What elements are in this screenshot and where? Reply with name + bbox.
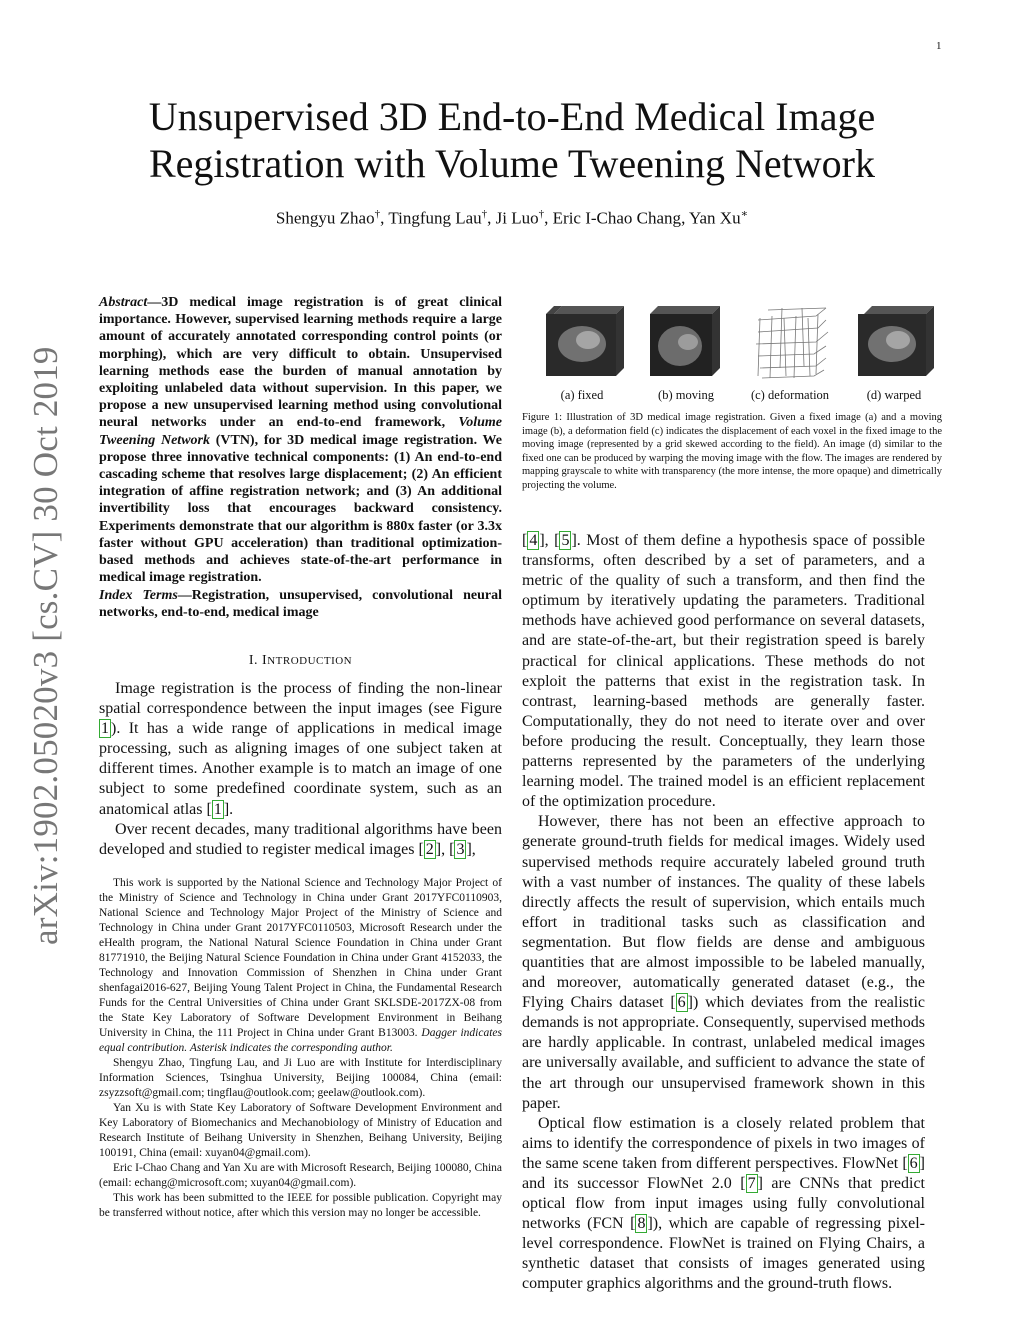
warped-volume-image bbox=[858, 306, 936, 382]
intro-p2-a: Over recent decades, many traditional algorithms have been developed and studied to register medical images [ bbox=[99, 820, 502, 858]
index-terms bbox=[99, 587, 502, 621]
title-line-1: Unsupervised 3D End-to-End Medical Image bbox=[148, 94, 876, 139]
footnote-affiliation-1: Shengyu Zhao, Tingfung Lau, and Ji Luo are with Institute for Interdisciplinary Information Sciences, Tsinghua University, Beijing 100084, China (email: zsyzzsoft@gmail.com; tingflau@outlook.com; geelaw@outlook.com). bbox=[99, 1057, 502, 1099]
dagger-mark: † bbox=[374, 208, 381, 220]
abstract-dash: — bbox=[147, 295, 162, 310]
author-3: Ji Luo bbox=[495, 208, 539, 228]
footnote-affiliation-2: Yan Xu is with State Key Laboratory of Software Development Environment and Key Laboratory of Biomechanics and Mechanobiology of Ministry of Education and Research Institute of Beihang University in Shenzhen, Beihang University, Beijing 100191, China (email: xuyan04@gmail.com). bbox=[99, 1102, 502, 1159]
index-terms-dash: — bbox=[177, 588, 192, 603]
section-heading-introduction bbox=[99, 653, 502, 669]
deformation-grid-image bbox=[754, 306, 832, 382]
abstract bbox=[99, 294, 502, 586]
subcaption-d: (d) warped bbox=[866, 388, 922, 402]
dagger-mark: † bbox=[538, 208, 545, 220]
figure-panel-fixed bbox=[532, 300, 632, 410]
subcaption-c: (c) deformation bbox=[750, 388, 830, 402]
fixed-volume-image bbox=[546, 306, 624, 382]
ref-link-1[interactable]: 1 bbox=[213, 800, 222, 818]
bracket-open: [ bbox=[522, 532, 528, 549]
ref-link-6b[interactable]: 6 bbox=[909, 1154, 918, 1172]
index-terms-text: Registration, unsupervised, convolutional neural networks, end-to-end, medical image bbox=[99, 588, 502, 621]
asterisk-mark: ∗ bbox=[740, 208, 749, 220]
right-p3-a: Optical flow estimation is a closely related problem that aims to identify the correspondence of pixels in two images of the same scene taken from different perspectives. FlowNet [ bbox=[522, 1114, 925, 1172]
intro-p2-b: ], [ bbox=[435, 840, 455, 858]
ref-link-3[interactable]: 3 bbox=[456, 840, 465, 858]
author-separator: , bbox=[681, 208, 689, 228]
footnote-copyright: This work has been submitted to the IEEE for possible publication. Copyright may be transferred without notice, after which this version may no longer be accessible. bbox=[99, 1192, 502, 1219]
ref-link-2[interactable]: 2 bbox=[425, 840, 434, 858]
footnote-funding bbox=[99, 876, 502, 1056]
right-column-text bbox=[522, 531, 925, 1295]
author-2: Tingfung Lau bbox=[388, 208, 482, 228]
ref-link-5[interactable]: 5 bbox=[561, 532, 570, 549]
right-p2-a: However, there has not been an effective approach to generate ground-truth fields for medical images. Widely used supervised methods require accurately labeled ground truth with a vast number of instances. The quality of these labels directly affects the result of supervision, which entails much effort in traditional tasks such as classification and segmentation. But flow fields are dense and ambiguous quantities that are almost impossible to be labeled manually, and moreover, automatically generated dataset (e.g., the Flying Chairs dataset [ bbox=[522, 813, 925, 1012]
section-initial: I bbox=[262, 653, 268, 668]
section-title-rest: NTRODUCTION bbox=[267, 655, 353, 667]
ref-link-7[interactable]: 7 bbox=[747, 1175, 756, 1192]
page-number: 1 bbox=[936, 40, 942, 52]
right-p1-text: ]. Most of them define a hypothesis space of possible transforms, often described by a set of parameters, and a metric of the quality of such a transform, and then find the optimum by iteratively updating the parameters. Traditional methods have achieved good performance on several datasets, and are state-of-the-art, but their registration speed is barely practical for clinical applications. These methods do not exploit the patterns that exist in the registration task. In contrast, learning-based methods are generally faster. Computationally, they do not need to iterate over and over before producing the result. Conceptually, they learn those patterns represented by the parameters of the underlying learning model. The trained model is an efficient replacement of the optimization procedure. bbox=[522, 532, 926, 811]
right-p3-c: ] are CNNs that predict optical flow from input images using fully convolutional networks (FCN [ bbox=[522, 1175, 926, 1233]
ref-link-4[interactable]: 4 bbox=[529, 532, 538, 549]
moving-volume-image bbox=[650, 306, 728, 382]
right-paragraph-2 bbox=[522, 812, 925, 1113]
abstract-vtn-italic: Volume Tweening Network bbox=[99, 415, 502, 448]
arxiv-stamp: arXiv:1902.05020v3 [cs.CV] 30 Oct 2019 bbox=[26, 346, 65, 945]
intro-p1-a: Image registration is the process of finding the non-linear spatial correspondence between the input images (see Figure bbox=[99, 680, 502, 718]
title-line-2: Registration with Volume Tweening Network bbox=[148, 141, 875, 186]
right-paragraph-1 bbox=[522, 531, 925, 812]
right-p3-d: ]), which are capable of regressing pixel-level correspondence. FlowNet is trained on Flying Chairs, a synthetic dataset that consists of images generated using computer graphics algorithms and the ground-truth flows. bbox=[522, 1215, 926, 1293]
author-list bbox=[100, 207, 924, 229]
paper-title bbox=[100, 93, 924, 187]
index-terms-lead: Index Terms bbox=[99, 588, 178, 603]
right-paragraph-3 bbox=[522, 1114, 925, 1295]
footnote-affiliation-3: Eric I-Chao Chang and Yan Xu are with Microsoft Research, Beijing 100080, China (email: echang@microsoft.com; xuyan04@gmail.com). bbox=[99, 1162, 502, 1189]
abstract-text-1: 3D medical image registration is of great clinical importance. However, supervised learning methods require a large amount of accurately annotated corresponding control points (or morphing), which are very difficult to obtain. Unsupervised learning methods ease the burden of manual annotation by exploiting unlabeled data without supervision. In this paper, we propose a new unsupervised learning method using convolutional neural networks under an end-to-end framework, bbox=[99, 295, 502, 431]
dagger-mark: † bbox=[481, 208, 488, 220]
footnote-contribution-note: Dagger indicates equal contribution. Asterisk indicates the corresponding author. bbox=[99, 1027, 503, 1054]
intro-paragraph-2 bbox=[99, 820, 502, 860]
intro-paragraph-1 bbox=[99, 679, 502, 820]
figure-panel-warped bbox=[844, 300, 944, 410]
figure-panel-moving bbox=[636, 300, 736, 410]
author-separator: , bbox=[487, 208, 496, 228]
author-5: Yan Xu bbox=[688, 208, 741, 228]
section-numeral: I. bbox=[248, 653, 263, 668]
intro-p2-c: ], bbox=[466, 840, 476, 858]
abstract-lead: Abstract bbox=[99, 295, 148, 310]
author-4: Eric I-Chao Chang bbox=[552, 208, 682, 228]
figure-panel-deformation bbox=[740, 300, 840, 410]
figure-1 bbox=[522, 300, 942, 410]
footnote-funding-text: This work is supported by the National Science and Technology Major Project of the Ministry of Science and Technology in China under Grant 2017YFC0110903, National Science and Technology Major Project of the Ministry of Science and Technology in China under Grant 2017YFC0110503, Microsoft Research under the eHealth program, the National Natural Science Foundation in China under Grant 81771910, the Beijing Natural Science Foundation in China under Grant 4152033, the Technology and Innovation Commission of Shenzhen in China under Grant shenfagai2016-627, Beijing Young Talent Project in China, the Fundamental Research Funds for the Central Universities of China under Grant SKLSDE-2017ZX-08 from the State Key Laboratory of Software Development Environment in Beihang University in China, the 111 Project in China under Grant B13003. bbox=[99, 877, 502, 1039]
figure-caption: Figure 1: Illustration of 3D medical image registration. Given a fixed image (a) and a moving image (b), a deformation field (c) indicates the displacement of each voxel in the fixed image to the moving image (represented by a grid skewed according to the field). An image (d) similar to the fixed one can be produced by warping the moving image with the flow. The images are rendered by mapping grayscale to white with transparency (the more intense, the more opaque) and dimetrically projecting the volume. bbox=[522, 412, 942, 491]
ref-link-fig1[interactable]: 1 bbox=[101, 720, 109, 738]
author-separator: , bbox=[380, 208, 389, 228]
intro-p1-c: ]. bbox=[223, 800, 234, 818]
right-p3-b: ] and its successor FlowNet 2.0 [ bbox=[522, 1154, 925, 1192]
intro-text bbox=[99, 679, 502, 860]
bracket-mid: ], [ bbox=[539, 532, 560, 549]
subcaption-a: (a) fixed bbox=[560, 388, 604, 402]
ref-link-8[interactable]: 8 bbox=[637, 1215, 646, 1233]
author-1: Shengyu Zhao bbox=[275, 208, 375, 228]
subcaption-b: (b) moving bbox=[658, 388, 714, 402]
ref-link-6[interactable]: 6 bbox=[677, 994, 686, 1012]
right-p2-b: ]) which deviates from the realistic demands is not appropriate. Consequently, supervised methods are hardly applicable. In contrast, unlabeled medical images are universally available, and sufficient to advance the state of the art through our unsupervised framework shown in this paper. bbox=[522, 994, 926, 1112]
author-separator: , bbox=[544, 208, 553, 228]
footnote bbox=[99, 876, 502, 1221]
intro-p1-b: ). It has a wide range of applications in medical image processing, such as aligning images of one subject taken at different times. Another example is to match an image of one subject to some predefined coordinate system, such as an anatomical atlas [ bbox=[99, 720, 502, 818]
abstract-text-2: (VTN), for 3D medical image registration. We propose three innovative technical components: (1) An end-to-end cascading scheme that resolves large displacement; (2) An efficient integration of affine registration network; and (3) An additional invertibility loss that encourages backward consistency. Experiments demonstrate that our algorithm is 880x faster (or 3.3x faster without GPU acceleration) than traditional optimization-based methods and achieves state-of-the-art performance in medical image registration. bbox=[99, 432, 502, 586]
